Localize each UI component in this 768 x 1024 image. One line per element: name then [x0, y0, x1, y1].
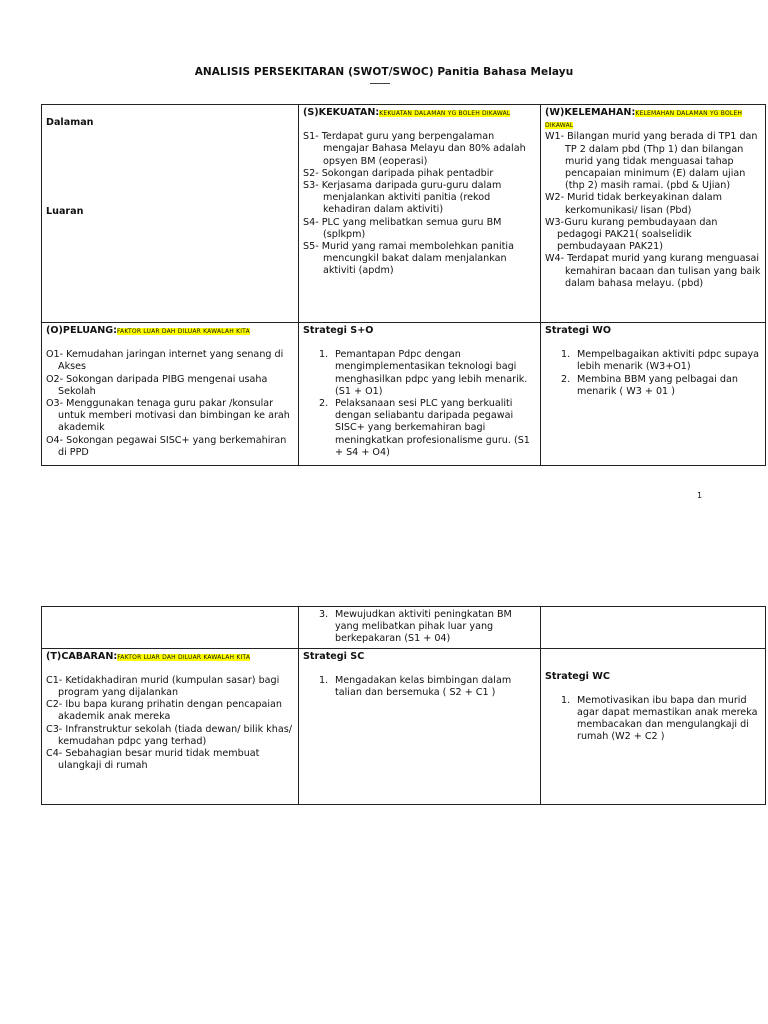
strategi-wo-item — [545, 349, 761, 373]
swot-table-page1 — [41, 104, 766, 466]
luaran-label: Luaran — [46, 206, 84, 218]
strategi-wo-item — [545, 374, 761, 398]
cabaran-item: C2- Ibu bapa kurang prihatin dengan pencapaian akademik anak mereka — [46, 699, 282, 723]
strategi-wc-cell — [541, 648, 766, 804]
kekuatan-cell — [299, 105, 541, 323]
item-number: 2. — [561, 373, 571, 385]
empty-cell — [541, 607, 766, 649]
strategi-so-label: Strategi S+O — [303, 325, 374, 336]
peluang-list — [46, 349, 294, 459]
item-number: 1. — [319, 674, 329, 686]
strategi-wc-item — [545, 695, 761, 744]
item-number: 1. — [561, 694, 571, 706]
cabaran-note: FAKTOR LUAR DAH DILUAR KAWALAH KITA — [117, 653, 251, 661]
item-text: Mempelbagaikan aktiviti pdpc supaya lebih menarik (W3+O1) — [577, 349, 760, 373]
peluang-label: (O)PELUANG: — [46, 325, 117, 336]
item-number: 1. — [319, 349, 329, 361]
strategi-sc-item — [303, 675, 536, 699]
kelemahan-item: W1- Bilangan murid yang berada di TP1 dan TP 2 dalam pbd (Thp 1) dan bilangan murid yang tidak menguasai tahap pencapaian minimum (E) dalam ujian (thp 2) masih ramai. (pbd & Ujian) — [545, 131, 758, 192]
kekuatan-item: S5- Murid yang ramai membolehkan panitia mencungkil bakat dalam menjalankan aktiviti (apdm) — [303, 241, 514, 277]
kelemahan-item: W4- Terdapat murid yang kurang menguasai kemahiran bacaan dan tulisan yang baik dalam bahasa melayu. (pbd) — [545, 253, 761, 289]
empty-cell — [42, 607, 299, 649]
kekuatan-note: KEKUATAN DALAMAN YG BOLEH DIKAWAL — [379, 110, 511, 117]
item-number: 1. — [561, 349, 571, 361]
strategi-so-continued-cell — [299, 607, 541, 649]
strategi-sc-cell — [299, 648, 541, 804]
cabaran-item: C4- Sebahagian besar murid tidak membuat ulangkaji di rumah — [46, 748, 260, 772]
kelemahan-note: KELEMAHAN DALAMAN YG BOLEH DIKAWAL — [545, 110, 743, 130]
cabaran-label: (T)CABARAN: — [46, 650, 118, 662]
strategi-so-item — [303, 609, 536, 646]
strategi-wo-cell — [541, 323, 766, 466]
peluang-note: FAKTOR LUAR DAH DILUAR KAWALAH KITA — [116, 328, 250, 335]
peluang-item: O1- Kemudahan jaringan internet yang senang di Akses — [46, 349, 284, 373]
kelemahan-item: W2- Murid tidak berkeyakinan dalam kerkomunikasi/ lisan (Pbd) — [545, 192, 722, 216]
page-number: 1 — [697, 491, 703, 500]
item-number: 2. — [319, 398, 329, 410]
peluang-item: O2- Sokongan daripada PIBG mengenai usaha Sekolah — [46, 373, 268, 397]
item-number: 3. — [319, 609, 329, 620]
strategi-wc-label: Strategi WC — [545, 670, 610, 682]
item-text: Pelaksanaan sesi PLC yang berkualiti dengan seliabantu daripada pegawai SISC+ yang berkemahiran bagi meningkatkan profesionalisme guru. (S1 + S4 + O4) — [335, 398, 530, 458]
title-underline — [370, 83, 390, 84]
strategi-sc-label: Strategi SC — [303, 650, 365, 662]
dalaman-label: Dalaman — [46, 117, 94, 128]
cabaran-cell — [42, 648, 299, 804]
kekuatan-item: S3- Kerjasama daripada guru-guru dalam menjalankan aktiviti panitia (rekod kehadiran dalam aktiviti) — [303, 180, 502, 216]
cabaran-item: C3- Infranstruktur sekolah (tiada dewan/ bilik khas/ kemudahan pdpc yang terhad) — [46, 723, 292, 747]
kekuatan-item: S4- PLC yang melibatkan semua guru BM (splkpm) — [303, 216, 502, 240]
swot-table-page2 — [41, 606, 766, 805]
peluang-cell — [42, 323, 299, 466]
peluang-item: O3- Menggunakan tenaga guru pakar /konsular untuk memberi motivasi dan bimbingan ke arah akademik — [46, 398, 290, 434]
kekuatan-item: S2- Sokongan daripada pihak pentadbir — [303, 167, 494, 179]
item-text: Mewujudkan aktiviti peningkatan BM yang melibatkan pihak luar yang berkepakaran (S1 + 04) — [335, 609, 512, 645]
cabaran-item: C1- Ketidakhadiran murid (kumpulan sasar) bagi program yang dijalankan — [46, 674, 280, 699]
item-text: Memotivasikan ibu bapa dan murid agar dapat memastikan anak mereka membacakan dan mengulangkaji di rumah (W2 + C2 ) — [577, 694, 758, 743]
item-text: Membina BBM yang pelbagai dan menarik ( W3 + 01 ) — [577, 373, 738, 397]
strategi-so-item — [303, 398, 536, 459]
internal-external-cell — [42, 105, 299, 323]
kelemahan-list — [545, 131, 761, 290]
document-title: ANALISIS PERSEKITARAN (SWOT/SWOC) Panitia Bahasa Melayu — [194, 66, 574, 78]
kekuatan-item: S1- Terdapat guru yang berpengalaman mengajar Bahasa Melayu dan 80% adalah opsyen BM (eoperasi) — [303, 131, 526, 167]
peluang-item: O4- Sokongan pegawai SISC+ yang berkemahiran di PPD — [46, 434, 287, 458]
kelemahan-item: W3-Guru kurang pembudayaan dan pedagogi PAK21( soalselidik pembudayaan PAK21) — [545, 216, 718, 253]
kekuatan-label: (S)KEKUATAN: — [303, 107, 380, 118]
kelemahan-cell — [541, 105, 766, 323]
kelemahan-label: (W)KELEMAHAN: — [545, 107, 636, 118]
cabaran-list — [46, 675, 294, 773]
strategi-wo-label: Strategi WO — [545, 325, 612, 336]
item-text: Mengadakan kelas bimbingan dalam talian dan bersemuka ( S2 + C1 ) — [335, 674, 512, 699]
strategi-so-cell — [299, 323, 541, 466]
kekuatan-list — [303, 131, 536, 277]
item-text: Pemantapan Pdpc dengan mengimplementasikan teknologi bagi menghasilkan pdpc yang lebih menarik. (S1 + O1) — [335, 349, 528, 397]
strategi-so-item — [303, 349, 536, 398]
